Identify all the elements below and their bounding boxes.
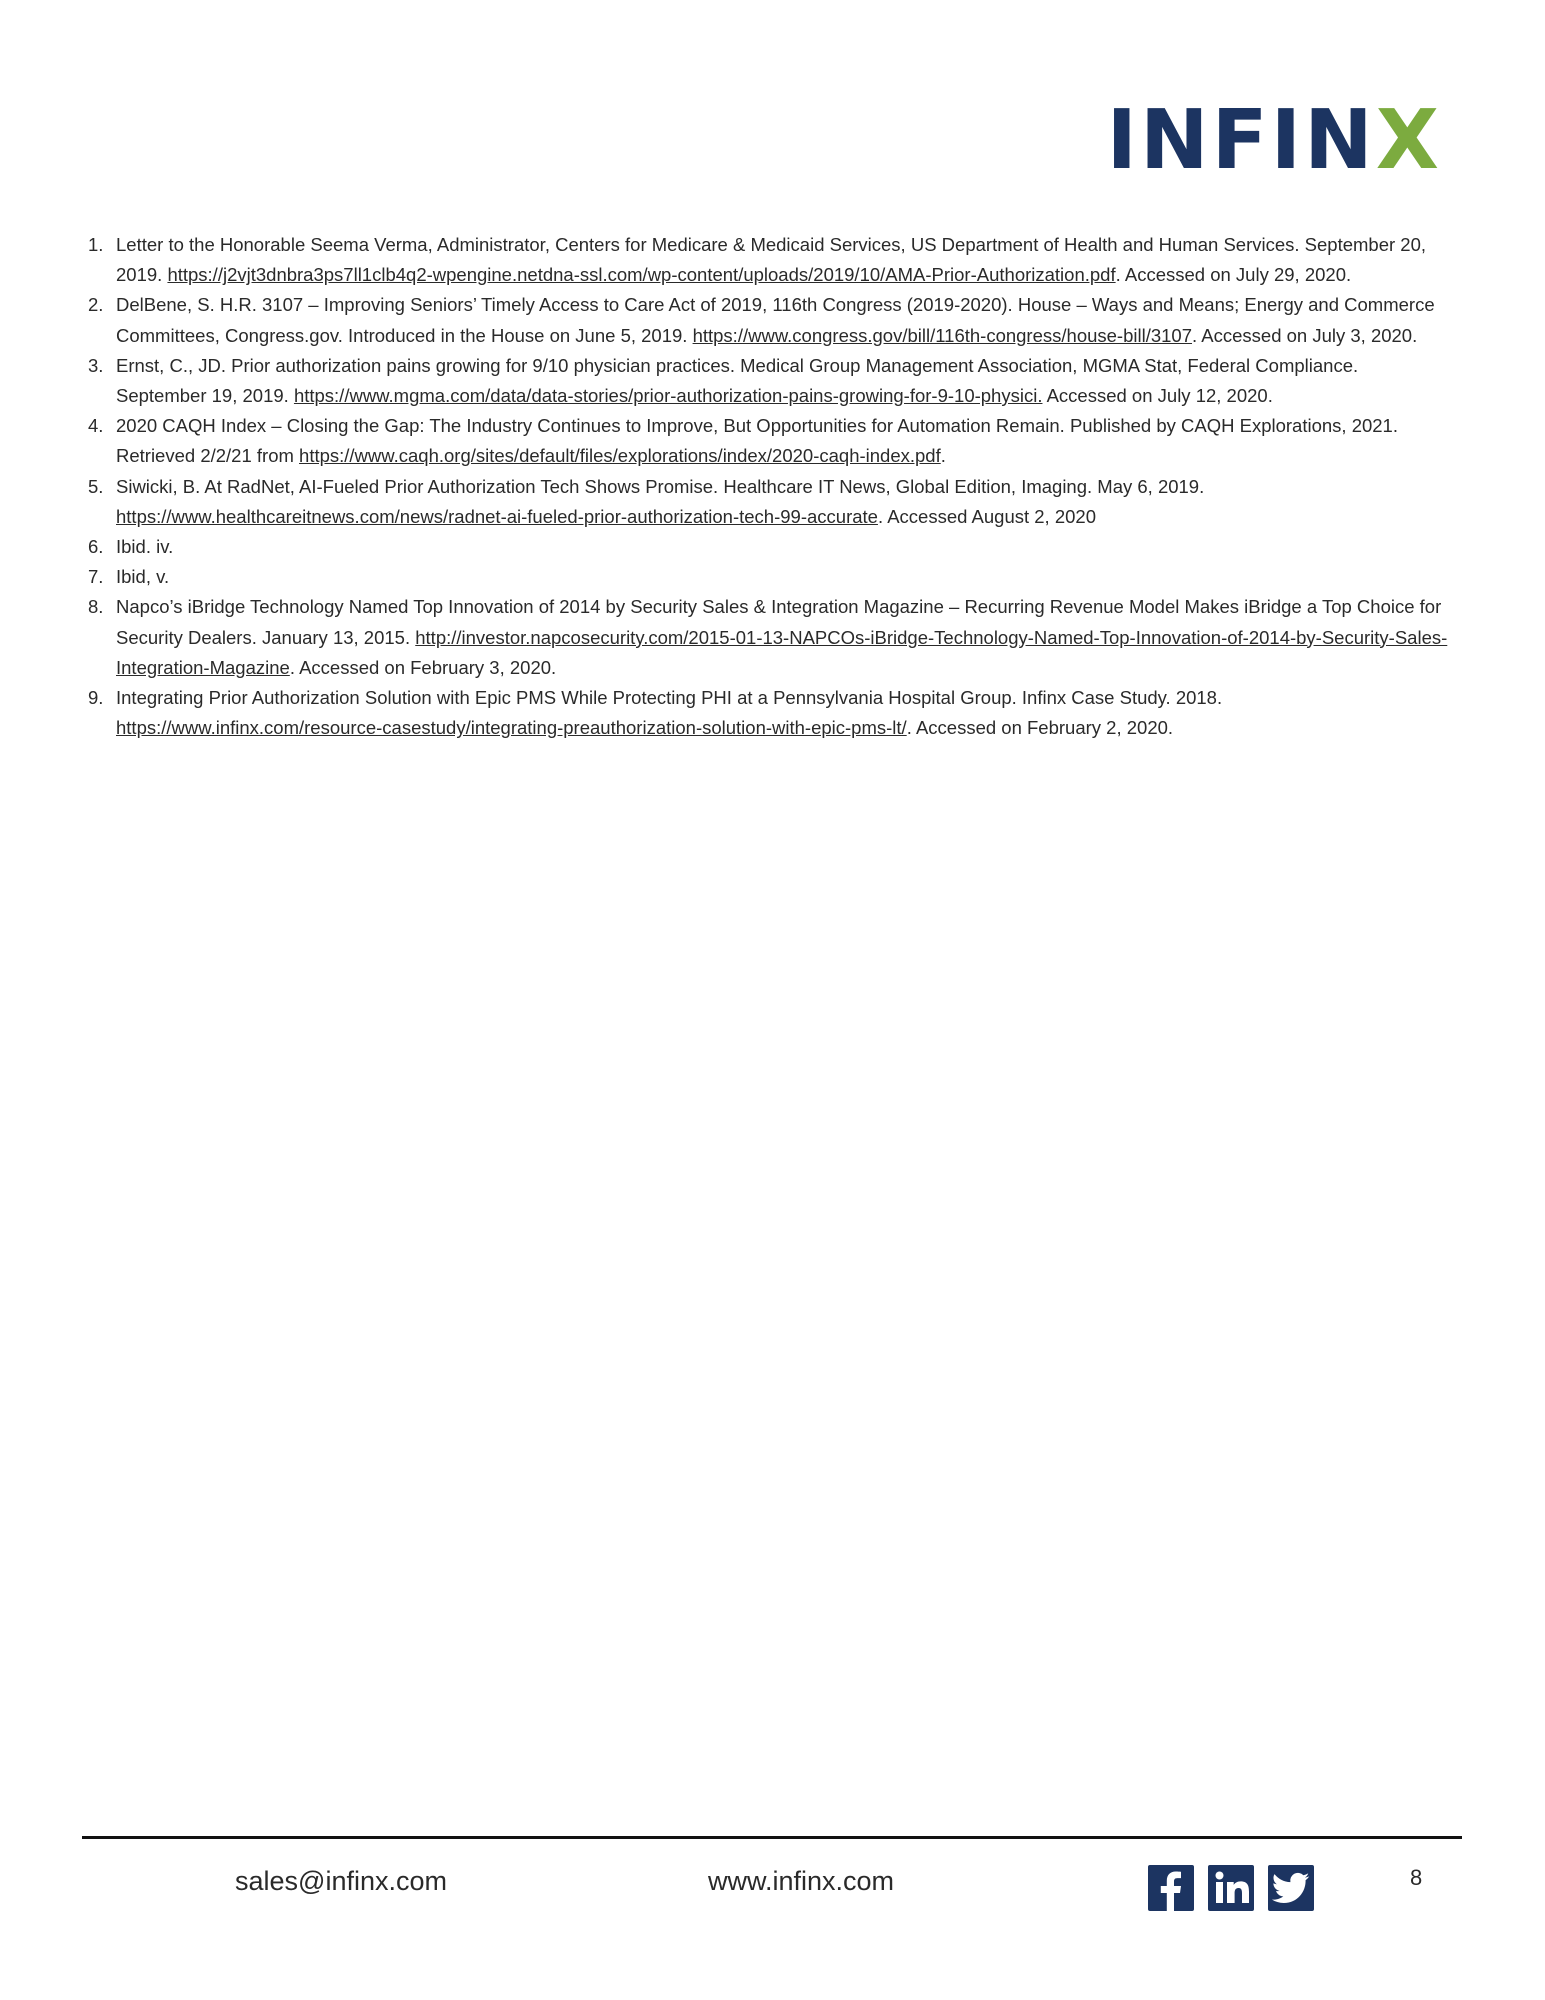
footer-website[interactable]: www.infinx.com: [708, 1866, 895, 1896]
reference-text-after: Accessed on July 12, 2020.: [1042, 385, 1273, 407]
reference-text-after: . Accessed August 2, 2020: [877, 505, 1096, 527]
footer-email[interactable]: sales@infinx.com: [235, 1866, 447, 1896]
reference-text-after: . Accessed on February 3, 2020.: [289, 656, 557, 678]
reference-item: [88, 290, 1453, 350]
logo-main-text: INFIN: [1106, 93, 1376, 188]
reference-item: [88, 592, 1453, 683]
reference-number: 6.: [88, 536, 104, 558]
reference-text: 2020 CAQH Index – Closing the Gap: The Industry Continues to Improve, But Opportunities for Automation Remain. Published by CAQH Explorations, 2021. Retrieved 2/2/21 from: [116, 415, 1398, 467]
reference-number: 1.: [88, 234, 104, 255]
linkedin-icon[interactable]: [1208, 1865, 1254, 1911]
reference-text: DelBene, S. H.R. 3107 – Improving Seniors’ Timely Access to Care Act of 2019, 116th Congress (2019-2020). House – Ways and Means; Energy and Commerce Committees, Congress.gov. Introduced in the House on June 5, 2019.: [116, 294, 1435, 346]
reference-item: [88, 230, 1453, 290]
reference-number: 5.: [88, 475, 104, 497]
reference-link[interactable]: https://www.infinx.com/resource-casestudy/integrating-preauthorization-solution-with-epic-pms-lt/: [116, 717, 907, 739]
reference-text: Ibid. iv.: [116, 536, 174, 558]
references-list: [88, 230, 1453, 743]
reference-number: 3.: [88, 354, 104, 376]
reference-link[interactable]: https://www.healthcareitnews.com/news/radnet-ai-fueled-prior-authorization-tech-99-accurate: [116, 505, 878, 527]
reference-item: [88, 683, 1453, 743]
reference-link[interactable]: http://investor.napcosecurity.com/2015-01-13-NAPCOs-iBridge-Technology-Named-Top-Innovation-of-2014-by-Security-Sales-Integration-Magazine: [116, 626, 1448, 678]
reference-text: Siwicki, B. At RadNet, AI-Fueled Prior Authorization Tech Shows Promise. Healthcare IT News, Global Edition, Imaging. May 6, 2019.: [116, 475, 1205, 497]
reference-link[interactable]: https://www.congress.gov/bill/116th-congress/house-bill/3107: [692, 324, 1193, 346]
infinx-logo: [1106, 93, 1442, 188]
reference-number: 4.: [88, 415, 104, 437]
reference-text: Napco’s iBridge Technology Named Top Innovation of 2014 by Security Sales & Integration Magazine – Recurring Revenue Model Makes iBridge a Top Choice for Security Dealers. January 13, 2015.: [116, 596, 1442, 648]
reference-link[interactable]: https://j2vjt3dnbra3ps7ll1clb4q2-wpengine.netdna-ssl.com/wp-content/uploads/2019/10/AMA-Prior-Authorization.pdf: [167, 264, 1116, 286]
reference-item: [88, 472, 1453, 532]
footer-divider: [82, 1836, 1462, 1839]
reference-text-after: . Accessed on July 3, 2020.: [1192, 324, 1418, 346]
logo-accent-x: X: [1375, 93, 1442, 188]
reference-number: 9.: [88, 687, 104, 709]
reference-link[interactable]: https://www.mgma.com/data/data-stories/prior-authorization-pains-growing-for-9-10-physici.: [293, 385, 1043, 407]
page-number: 8: [1410, 1865, 1423, 1890]
reference-number: 7.: [88, 566, 104, 588]
reference-text-after: . Accessed on February 2, 2020.: [906, 717, 1174, 739]
reference-text: Letter to the Honorable Seema Verma, Administrator, Centers for Medicare & Medicaid Services, US Department of Health and Human Services. September 20, 2019.: [116, 234, 1427, 286]
reference-item: [88, 562, 1453, 592]
reference-text: Integrating Prior Authorization Solution with Epic PMS While Protecting PHI at a Pennsylvania Hospital Group. Infinx Case Study. 2018.: [116, 687, 1223, 709]
reference-number: 8.: [88, 596, 104, 618]
reference-item: [88, 411, 1453, 471]
reference-link[interactable]: https://www.caqh.org/sites/default/files/explorations/index/2020-caqh-index.pdf: [299, 445, 941, 467]
reference-item: [88, 532, 1453, 562]
reference-text: Ernst, C., JD. Prior authorization pains growing for 9/10 physician practices. Medical Group Management Association, MGMA Stat, Federal Compliance. September 19, 2019.: [116, 354, 1359, 407]
reference-text-after: . Accessed on July 29, 2020.: [1115, 264, 1352, 286]
social-icons: [1148, 1865, 1314, 1911]
reference-text: Ibid, v.: [116, 566, 170, 588]
reference-number: 2.: [88, 294, 104, 316]
reference-item: [88, 351, 1453, 411]
reference-text-after: .: [940, 445, 946, 467]
twitter-icon[interactable]: [1268, 1865, 1314, 1911]
facebook-icon[interactable]: [1148, 1865, 1194, 1911]
